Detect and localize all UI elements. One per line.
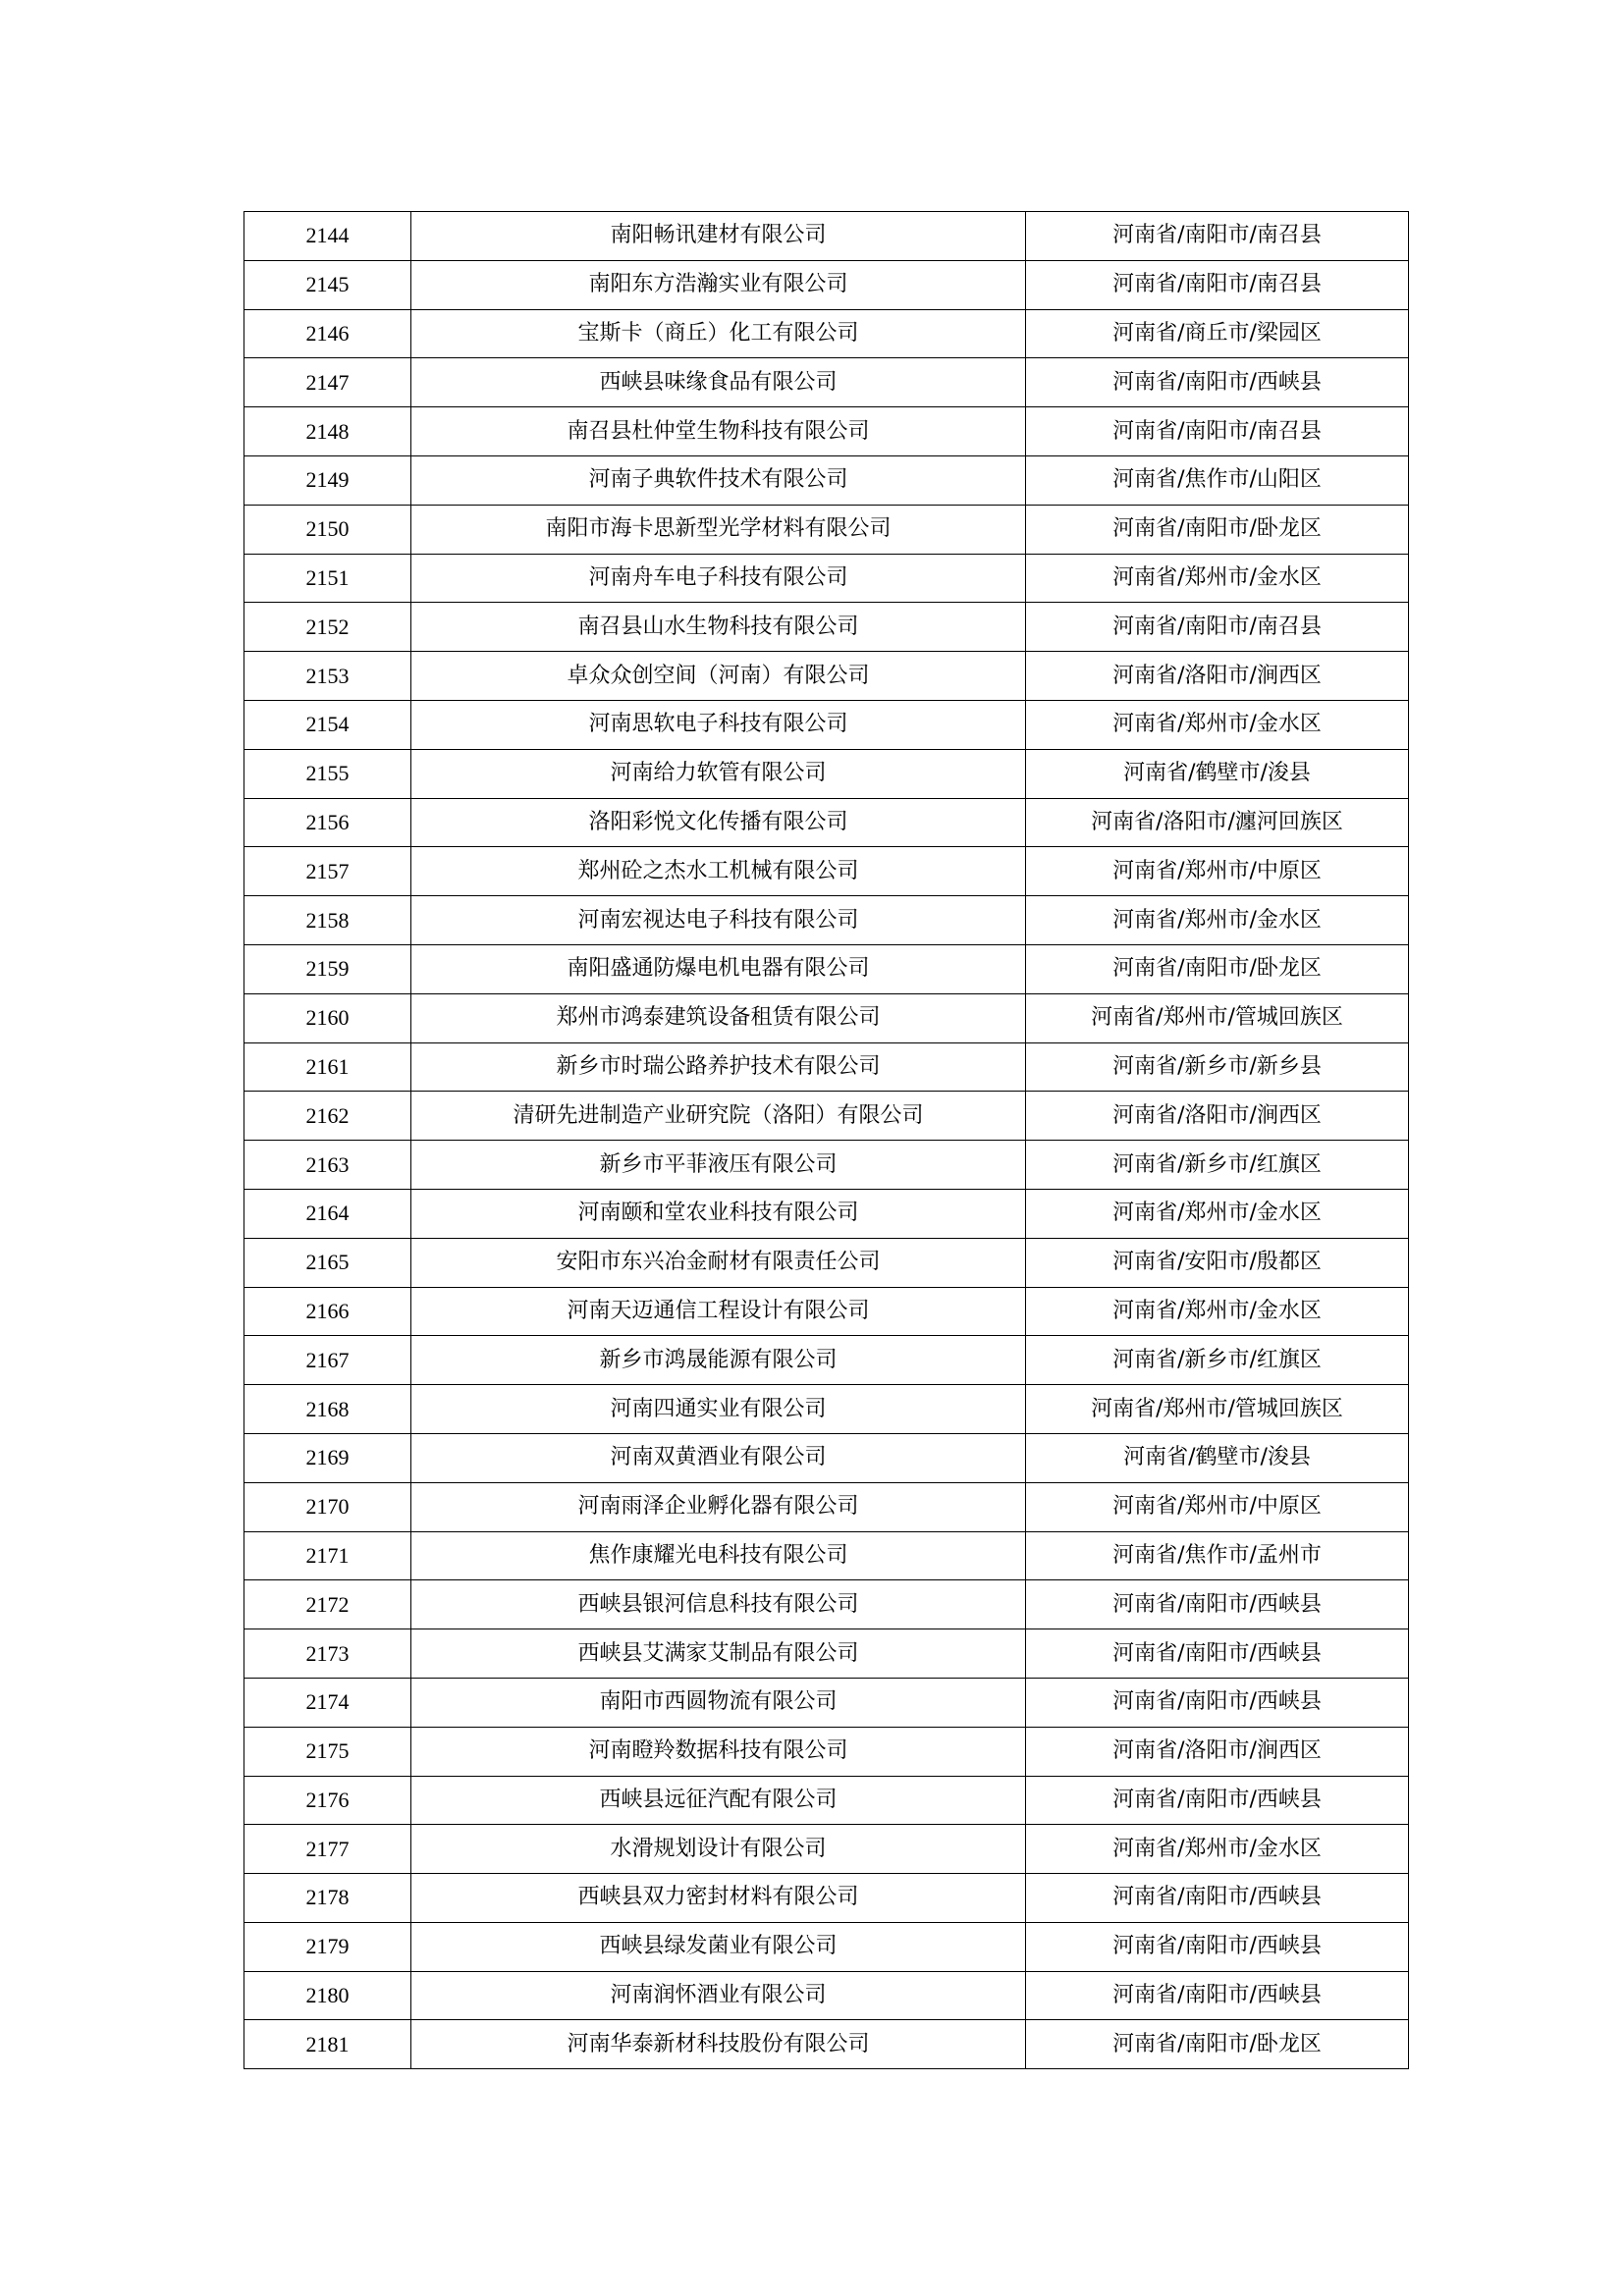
table-row (244, 505, 1409, 554)
location-cell: 河南省/南阳市/西峡县 (1026, 1629, 1409, 1679)
company-name-cell: 西峡县味缘食品有限公司 (411, 358, 1026, 407)
table-row (244, 896, 1409, 945)
location-cell: 河南省/安阳市/殷都区 (1026, 1238, 1409, 1287)
company-name-cell: 新乡市平菲液压有限公司 (411, 1141, 1026, 1190)
location-cell: 河南省/新乡市/新乡县 (1026, 1042, 1409, 1092)
row-number-cell: 2158 (244, 896, 411, 945)
location-cell: 河南省/南阳市/南召县 (1026, 260, 1409, 309)
company-name-cell: 河南瞪羚数据科技有限公司 (411, 1727, 1026, 1776)
row-number-cell: 2162 (244, 1092, 411, 1141)
table-row (244, 1482, 1409, 1531)
table-row (244, 1092, 1409, 1141)
company-name-cell: 河南思软电子科技有限公司 (411, 700, 1026, 749)
row-number-cell: 2176 (244, 1776, 411, 1825)
company-name-cell: 西峡县银河信息科技有限公司 (411, 1580, 1026, 1629)
company-name-cell: 河南给力软管有限公司 (411, 749, 1026, 798)
location-cell: 河南省/洛阳市/涧西区 (1026, 652, 1409, 701)
table-row (244, 1629, 1409, 1679)
table-row (244, 407, 1409, 456)
location-cell: 河南省/南阳市/西峡县 (1026, 1874, 1409, 1923)
table-body (244, 212, 1409, 2069)
table-row (244, 358, 1409, 407)
table-row (244, 1874, 1409, 1923)
company-list-table (244, 211, 1409, 2069)
table-row (244, 944, 1409, 993)
row-number-cell: 2178 (244, 1874, 411, 1923)
location-cell: 河南省/郑州市/管城回族区 (1026, 993, 1409, 1042)
location-cell: 河南省/洛阳市/涧西区 (1026, 1092, 1409, 1141)
company-name-cell: 西峡县远征汽配有限公司 (411, 1776, 1026, 1825)
row-number-cell: 2151 (244, 554, 411, 603)
location-cell: 河南省/南阳市/西峡县 (1026, 358, 1409, 407)
table-row (244, 1189, 1409, 1238)
row-number-cell: 2150 (244, 505, 411, 554)
location-cell: 河南省/郑州市/金水区 (1026, 1287, 1409, 1336)
company-name-cell: 南阳畅讯建材有限公司 (411, 212, 1026, 261)
company-name-cell: 水滑规划设计有限公司 (411, 1825, 1026, 1874)
row-number-cell: 2171 (244, 1531, 411, 1580)
row-number-cell: 2156 (244, 798, 411, 847)
company-name-cell: 卓众众创空间（河南）有限公司 (411, 652, 1026, 701)
company-name-cell: 新乡市时瑞公路养护技术有限公司 (411, 1042, 1026, 1092)
location-cell: 河南省/南阳市/西峡县 (1026, 1776, 1409, 1825)
location-cell: 河南省/南阳市/西峡县 (1026, 1922, 1409, 1971)
company-name-cell: 河南华泰新材科技股份有限公司 (411, 2020, 1026, 2069)
location-cell: 河南省/南阳市/南召县 (1026, 407, 1409, 456)
table-row (244, 1922, 1409, 1971)
row-number-cell: 2155 (244, 749, 411, 798)
table-row (244, 1678, 1409, 1727)
row-number-cell: 2173 (244, 1629, 411, 1679)
company-name-cell: 西峡县艾满家艾制品有限公司 (411, 1629, 1026, 1679)
row-number-cell: 2175 (244, 1727, 411, 1776)
location-cell: 河南省/郑州市/金水区 (1026, 896, 1409, 945)
row-number-cell: 2153 (244, 652, 411, 701)
row-number-cell: 2145 (244, 260, 411, 309)
company-name-cell: 南阳盛通防爆电机电器有限公司 (411, 944, 1026, 993)
row-number-cell: 2166 (244, 1287, 411, 1336)
row-number-cell: 2149 (244, 455, 411, 505)
location-cell: 河南省/鹤壁市/浚县 (1026, 1433, 1409, 1482)
location-cell: 河南省/洛阳市/涧西区 (1026, 1727, 1409, 1776)
table-row (244, 1531, 1409, 1580)
location-cell: 河南省/新乡市/红旗区 (1026, 1336, 1409, 1385)
location-cell: 河南省/南阳市/西峡县 (1026, 1971, 1409, 2020)
location-cell: 河南省/南阳市/卧龙区 (1026, 2020, 1409, 2069)
location-cell: 河南省/郑州市/金水区 (1026, 700, 1409, 749)
location-cell: 河南省/郑州市/金水区 (1026, 1189, 1409, 1238)
company-name-cell: 新乡市鸿晟能源有限公司 (411, 1336, 1026, 1385)
company-name-cell: 河南双黄酒业有限公司 (411, 1433, 1026, 1482)
company-name-cell: 西峡县双力密封材料有限公司 (411, 1874, 1026, 1923)
company-name-cell: 洛阳彩悦文化传播有限公司 (411, 798, 1026, 847)
location-cell: 河南省/南阳市/卧龙区 (1026, 944, 1409, 993)
row-number-cell: 2180 (244, 1971, 411, 2020)
row-number-cell: 2174 (244, 1678, 411, 1727)
row-number-cell: 2179 (244, 1922, 411, 1971)
table-row (244, 309, 1409, 358)
location-cell: 河南省/南阳市/南召县 (1026, 212, 1409, 261)
table-row (244, 1433, 1409, 1482)
company-name-cell: 郑州砼之杰水工机械有限公司 (411, 847, 1026, 896)
location-cell: 河南省/郑州市/金水区 (1026, 1825, 1409, 1874)
location-cell: 河南省/南阳市/西峡县 (1026, 1580, 1409, 1629)
company-name-cell: 南召县杜仲堂生物科技有限公司 (411, 407, 1026, 456)
company-name-cell: 河南颐和堂农业科技有限公司 (411, 1189, 1026, 1238)
row-number-cell: 2157 (244, 847, 411, 896)
table-row (244, 1336, 1409, 1385)
location-cell: 河南省/南阳市/卧龙区 (1026, 505, 1409, 554)
table-row (244, 1141, 1409, 1190)
row-number-cell: 2146 (244, 309, 411, 358)
company-name-cell: 南阳东方浩瀚实业有限公司 (411, 260, 1026, 309)
company-name-cell: 南阳市西圆物流有限公司 (411, 1678, 1026, 1727)
table-row (244, 700, 1409, 749)
company-name-cell: 西峡县绿发菌业有限公司 (411, 1922, 1026, 1971)
table-row (244, 1580, 1409, 1629)
table-row (244, 260, 1409, 309)
row-number-cell: 2160 (244, 993, 411, 1042)
table-row (244, 554, 1409, 603)
location-cell: 河南省/焦作市/山阳区 (1026, 455, 1409, 505)
company-name-cell: 郑州市鸿泰建筑设备租赁有限公司 (411, 993, 1026, 1042)
company-name-cell: 清研先进制造产业研究院（洛阳）有限公司 (411, 1092, 1026, 1141)
location-cell: 河南省/洛阳市/瀍河回族区 (1026, 798, 1409, 847)
row-number-cell: 2161 (244, 1042, 411, 1092)
table-row (244, 1825, 1409, 1874)
table-row (244, 798, 1409, 847)
row-number-cell: 2148 (244, 407, 411, 456)
table-row (244, 1776, 1409, 1825)
table-row (244, 1287, 1409, 1336)
location-cell: 河南省/南阳市/南召县 (1026, 603, 1409, 652)
company-name-cell: 南召县山水生物科技有限公司 (411, 603, 1026, 652)
table-row (244, 212, 1409, 261)
table-row (244, 749, 1409, 798)
row-number-cell: 2167 (244, 1336, 411, 1385)
location-cell: 河南省/南阳市/西峡县 (1026, 1678, 1409, 1727)
table-row (244, 2020, 1409, 2069)
row-number-cell: 2165 (244, 1238, 411, 1287)
company-name-cell: 焦作康耀光电科技有限公司 (411, 1531, 1026, 1580)
location-cell: 河南省/新乡市/红旗区 (1026, 1141, 1409, 1190)
company-name-cell: 河南舟车电子科技有限公司 (411, 554, 1026, 603)
table-row (244, 847, 1409, 896)
row-number-cell: 2169 (244, 1433, 411, 1482)
company-name-cell: 河南子典软件技术有限公司 (411, 455, 1026, 505)
table-row (244, 652, 1409, 701)
row-number-cell: 2159 (244, 944, 411, 993)
table-row (244, 993, 1409, 1042)
row-number-cell: 2147 (244, 358, 411, 407)
company-name-cell: 河南四通实业有限公司 (411, 1385, 1026, 1434)
company-name-cell: 河南天迈通信工程设计有限公司 (411, 1287, 1026, 1336)
company-name-cell: 南阳市海卡思新型光学材料有限公司 (411, 505, 1026, 554)
table-row (244, 1385, 1409, 1434)
row-number-cell: 2144 (244, 212, 411, 261)
company-name-cell: 安阳市东兴冶金耐材有限责任公司 (411, 1238, 1026, 1287)
location-cell: 河南省/郑州市/中原区 (1026, 847, 1409, 896)
row-number-cell: 2164 (244, 1189, 411, 1238)
row-number-cell: 2172 (244, 1580, 411, 1629)
location-cell: 河南省/焦作市/孟州市 (1026, 1531, 1409, 1580)
company-name-cell: 宝斯卡（商丘）化工有限公司 (411, 309, 1026, 358)
table-row (244, 1971, 1409, 2020)
location-cell: 河南省/鹤壁市/浚县 (1026, 749, 1409, 798)
row-number-cell: 2152 (244, 603, 411, 652)
location-cell: 河南省/商丘市/梁园区 (1026, 309, 1409, 358)
location-cell: 河南省/郑州市/管城回族区 (1026, 1385, 1409, 1434)
row-number-cell: 2154 (244, 700, 411, 749)
row-number-cell: 2168 (244, 1385, 411, 1434)
row-number-cell: 2170 (244, 1482, 411, 1531)
company-name-cell: 河南润怀酒业有限公司 (411, 1971, 1026, 2020)
location-cell: 河南省/郑州市/金水区 (1026, 554, 1409, 603)
table-row (244, 1238, 1409, 1287)
table-row (244, 603, 1409, 652)
row-number-cell: 2163 (244, 1141, 411, 1190)
company-name-cell: 河南宏视达电子科技有限公司 (411, 896, 1026, 945)
row-number-cell: 2181 (244, 2020, 411, 2069)
table-row (244, 1727, 1409, 1776)
table-row (244, 455, 1409, 505)
table-row (244, 1042, 1409, 1092)
location-cell: 河南省/郑州市/中原区 (1026, 1482, 1409, 1531)
company-name-cell: 河南雨泽企业孵化器有限公司 (411, 1482, 1026, 1531)
row-number-cell: 2177 (244, 1825, 411, 1874)
